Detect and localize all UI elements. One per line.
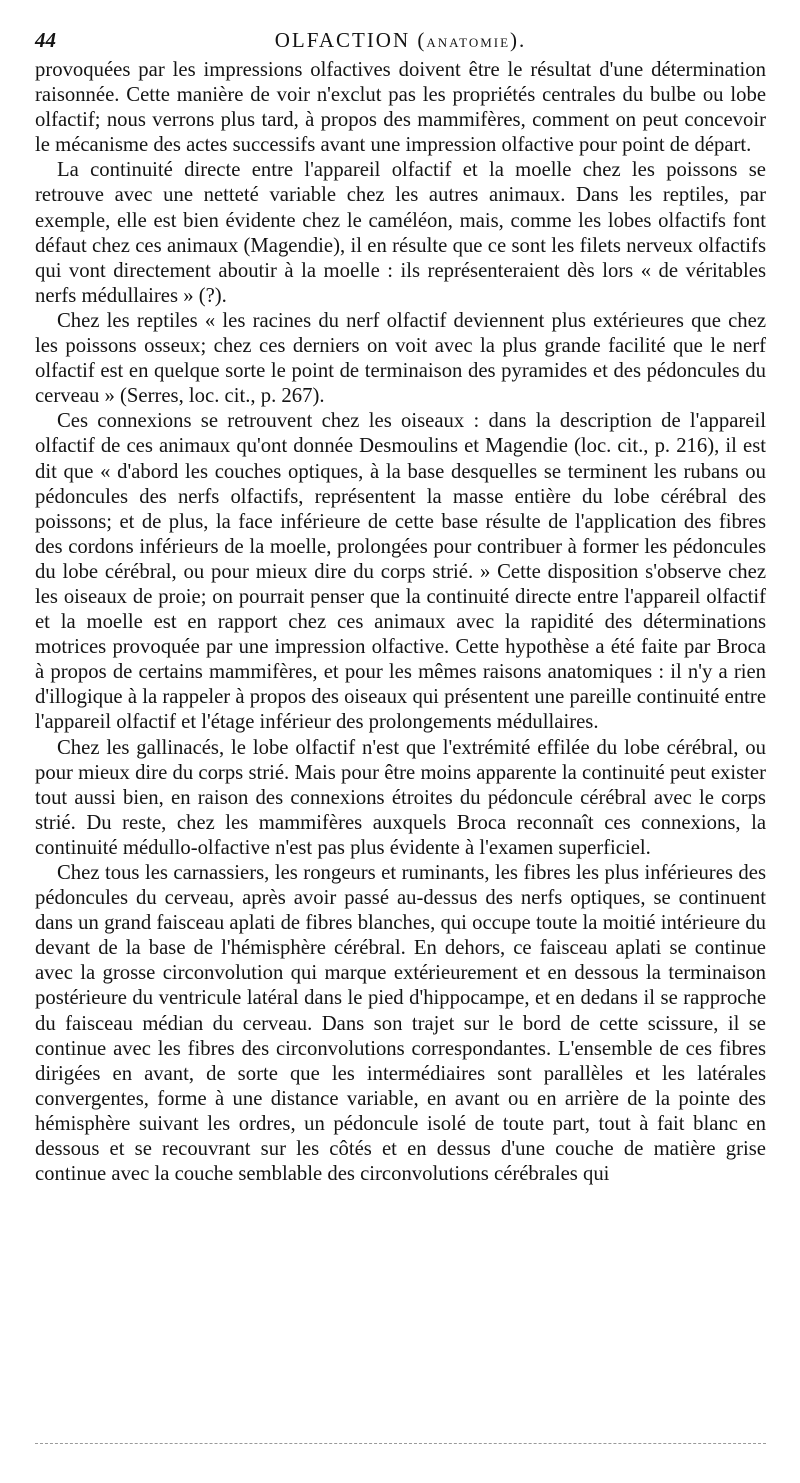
running-title-small-caps: ANATOMIE bbox=[426, 35, 511, 50]
running-title bbox=[35, 26, 766, 57]
running-head bbox=[35, 26, 766, 54]
page bbox=[35, 26, 766, 1187]
paragraph: La continuité directe entre l'appareil olfactif et la moelle chez les poissons se retrouve avec une netteté variable chez les autres animaux. Dans les reptiles, par exemple, elle est bien évidente chez le caméléon, mais, comme les lobes olfactifs font défaut chez ces animaux (Magendie), il en résulte que ce sont les filets nerveux olfactifs qui vont directement aboutir à la moelle : ils représenteraient dès lors « de véritables nerfs médullaires » (?). bbox=[35, 159, 766, 307]
body-text bbox=[35, 58, 766, 1187]
footer-divider bbox=[35, 1443, 766, 1444]
running-title-end: ). bbox=[510, 28, 527, 52]
paragraph: Chez les gallinacés, le lobe olfactif n'est que l'extrémité effilée du lobe cérébral, ou pour mieux dire du corps strié. Mais pour être moins apparente la continuité peut exister tout aussi bien, en raison des connexions étroites du pédoncule cérébral avec le corps strié. Du reste, chez les mammifères auxquels Broca reconnaît ces connexions, la continuité médullo-olfactive n'est pas plus évidente à l'examen superficiel. bbox=[35, 736, 766, 859]
paragraph: Chez les reptiles « les racines du nerf olfactif deviennent plus extérieures que chez les poissons osseux; chez ces derniers on voit avec la plus grande facilité que le nerf olfactif est en quelque sorte le point de terminaison des pyramides et des pédoncules du cerveau » (Serres, loc. cit., p. 267). bbox=[35, 309, 766, 408]
page-number: 44 bbox=[35, 28, 56, 52]
running-title-main: OLFACTION ( bbox=[274, 28, 427, 52]
paragraph: Chez tous les carnassiers, les rongeurs et ruminants, les fibres les plus inférieures des pédoncules du cerveau, après avoir passé au-dessus des nerfs optiques, se continuent dans un grand faisceau aplati de fibres blanches, qui occupe toute la moitié intérieure du devant de la base de l'hémisphère cérébral. En dehors, ce faisceau aplati se continue avec la grosse circonvolution qui marque extérieurement et en dessous la terminaison postérieure du ventricule latéral dans le pied d'hippocampe, et en dedans il se rapproche du faisceau médian du cerveau. Dans son trajet sur le bord de cette scissure, il se continue avec les fibres des circonvolutions correspondantes. L'ensemble de ces fibres dirigées en avant, de sorte que les intermédiaires sont parallèles et les latérales convergentes, forme à une distance variable, en avant ou en arrière de la pointe des hémisphère suivant les ordres, un pédoncule isolé de toute part, tout à fait blanc en dessous et se recouvrant sur les côtés et en dessus d'une couche de matière grise continue avec la couche semblable des circonvolutions cérébrales qui bbox=[35, 862, 766, 1186]
paragraph-continuation: provoquées par les impressions olfactives doivent être le résultat d'une détermination raisonnée. Cette manière de voir n'exclut pas les propriétés centrales du bulbe ou lobe olfactif; nous verrons plus tard, à propos des mammifères, comment on peut concevoir le mécanisme des actes successifs avant une impression olfactive pour point de départ. bbox=[35, 59, 766, 157]
paragraph: Ces connexions se retrouvent chez les oiseaux : dans la description de l'appareil olfactif de ces animaux qu'ont donnée Desmoulins et Magendie (loc. cit., p. 216), il est dit que « d'abord les couches optiques, à la base desquelles se terminent les rubans ou pédoncules des nerfs olfactifs, représentent la masse entière du lobe cérébral des poissons; et de plus, la face inférieure de cette base résulte de l'application des fibres des cordons inférieurs de la moelle, prolongées pour contribuer à former les pédoncules du lobe cérébral, ou pour mieux dire du corps strié. » Cette disposition s'observe chez les oiseaux de proie; on pourrait penser que la continuité directe entre l'appareil olfactif et la moelle est en rapport chez ces animaux avec la rapidité des déterminations motrices provoquée par une impression olfactive. Cette hypothèse a été faite par Broca à propos de certains mammifères, et pour les mêmes raisons anatomiques : il n'y a rien d'illogique à la rappeler à propos des oiseaux qui présentent une pareille continuité entre l'appareil olfactif et l'étage inférieur des prolongements médullaires. bbox=[35, 410, 766, 734]
